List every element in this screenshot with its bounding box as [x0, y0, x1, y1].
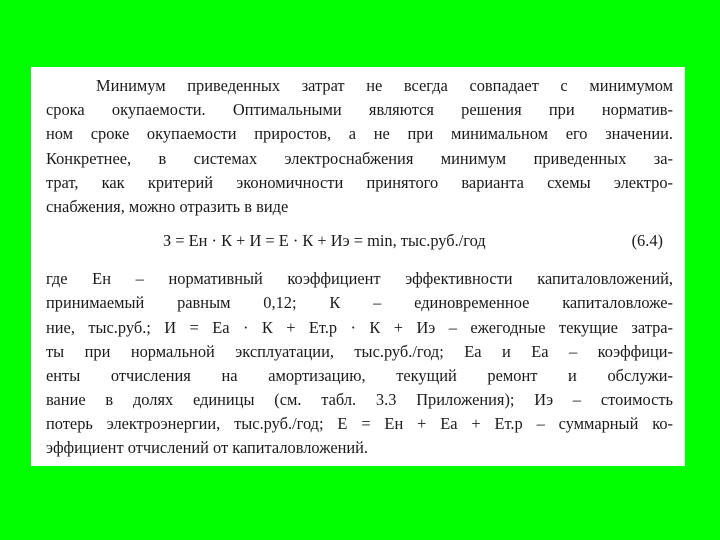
text-line: Минимум приведенных затрат не всегда совпадает с минимумом — [96, 76, 673, 95]
text-line: вание в долях единицы (см. табл. 3.3 Приложения); Иэ – стоимость — [46, 390, 673, 410]
text-line: принимаемый равным 0,12; К – единовременное капиталовложе- — [46, 293, 673, 313]
document-page — [31, 67, 685, 466]
text-line: енты отчисления на амортизацию, текущий ремонт и обслужи- — [46, 365, 673, 385]
text-line: где Eн – нормативный коэффициент эффективности капиталовложений, — [46, 269, 673, 289]
text-line: ты при нормальной эксплуатации, тыс.руб./год; Еа и Еа – коэффици- — [46, 341, 673, 361]
text-line: ном сроке окупаемости приростов, а не при минимальном его значении. — [46, 124, 673, 144]
text-line: срока окупаемости. Оптимальными являются решения при норматив- — [46, 100, 673, 120]
paragraph-2 — [46, 267, 673, 461]
text-line: трат, как критерий экономичности принятого варианта схемы электро- — [46, 172, 673, 192]
paragraph-1 — [46, 74, 673, 219]
text-line: Конкретнее, в системах электроснабжения минимум приведенных за- — [46, 148, 673, 168]
text-line: потерь электроэнергии, тыс.руб./год; Е = Ен + Еа + Ет.р – суммарный ко- — [46, 414, 673, 434]
formula-number: (6.4) — [631, 231, 663, 251]
text-line: ние, тыс.руб.; И = Еа · К + Ет.р · К + Иэ – ежегодные текущие затра- — [46, 317, 673, 337]
text-line: эффициент отчислений от капиталовложений. — [46, 438, 369, 458]
text-line: снабжения, можно отразить в виде — [46, 196, 289, 216]
formula: З = Eн · К + И = Е · К + Иэ = min, тыс.руб./год — [163, 231, 486, 251]
formula-row — [46, 222, 673, 259]
